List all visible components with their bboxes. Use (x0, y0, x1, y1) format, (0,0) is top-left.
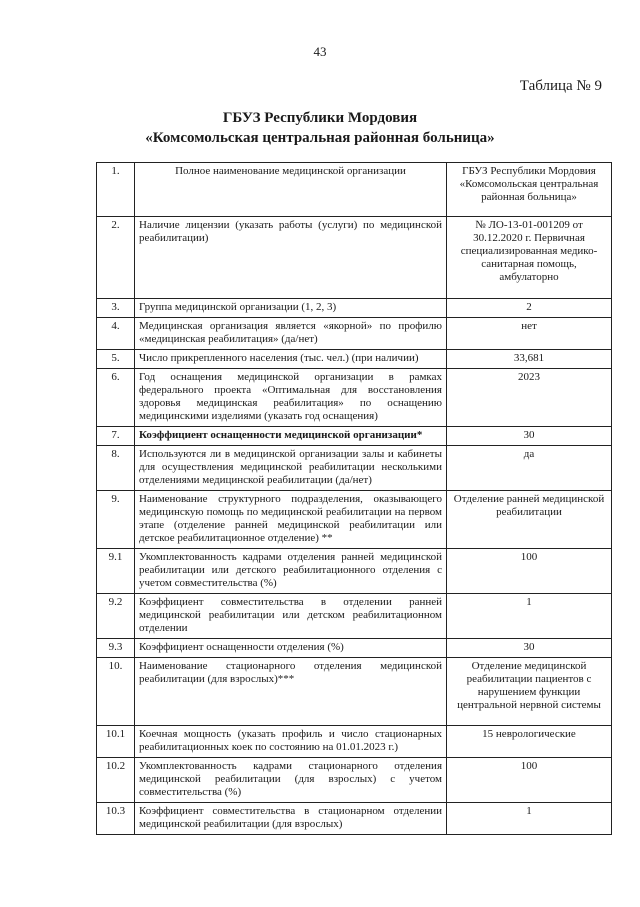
row-number: 10.2 (97, 758, 135, 803)
table-row (97, 217, 612, 299)
row-number: 5. (97, 350, 135, 369)
row-value: 1 (447, 803, 612, 835)
table-row (97, 427, 612, 446)
row-name: Используются ли в медицинской организации залы и кабинеты для осуществления медицинской реабилитации несколькими отделениями медицинской реабилитации (да/нет) (135, 446, 447, 491)
row-value: 100 (447, 549, 612, 594)
row-name: Год оснащения медицинской организации в рамках федерального проекта «Оптимальная для восстановления здоровья медицинская реабилитация» по оснащению медицинскими изделиями (указать год оснащения) (135, 369, 447, 427)
title-line-1: ГБУЗ Республики Мордовия (222, 110, 418, 126)
row-number: 10.3 (97, 803, 135, 835)
row-name: Полное наименование медицинской организации (135, 163, 447, 217)
row-value: 2023 (447, 369, 612, 427)
row-name: Укомплектованность кадрами стационарного отделения медицинской реабилитации (для взрослых) с учетом совместительства (%) (135, 758, 447, 803)
row-value: 2 (447, 299, 612, 318)
table-row (97, 758, 612, 803)
row-name: Наименование структурного подразделения, оказывающего медицинскую помощь по медицинской реабилитации на первом этапе (отделение ранней медицинской реабилитации или детское реабилитационное отделение) ** (135, 491, 447, 549)
table-row (97, 594, 612, 639)
row-name: Коэффициент совместительства в стационарном отделении медицинской реабилитации (для взрослых) (135, 803, 447, 835)
table-row (97, 658, 612, 726)
row-number: 9.2 (97, 594, 135, 639)
row-name: Коэффициент совместительства в отделении ранней медицинской реабилитации или детском реабилитационном отделении (135, 594, 447, 639)
row-value: 30 (447, 639, 612, 658)
row-name: Наличие лицензии (указать работы (услуги) по медицинской реабилитации) (135, 217, 447, 299)
row-number: 6. (97, 369, 135, 427)
row-name: Медицинская организация является «якорной» по профилю «медицинская реабилитация» (да/нет) (135, 318, 447, 350)
table-row (97, 491, 612, 549)
table-row (97, 726, 612, 758)
table-row (97, 549, 612, 594)
row-value: 100 (447, 758, 612, 803)
row-number: 3. (97, 299, 135, 318)
row-name: Число прикрепленного населения (тыс. чел.) (при наличии) (135, 350, 447, 369)
row-value: да (447, 446, 612, 491)
row-number: 10. (97, 658, 135, 726)
row-name: Коэффициент оснащенности медицинской организации* (135, 427, 447, 446)
row-number: 9.3 (97, 639, 135, 658)
table-row (97, 446, 612, 491)
row-value: Отделение ранней медицинской реабилитации (447, 491, 612, 549)
organization-table (96, 162, 612, 835)
page-number: 43 (313, 44, 327, 59)
row-value: 33,681 (447, 350, 612, 369)
table-label: Таблица № 9 (519, 78, 602, 94)
table-row (97, 163, 612, 217)
document-title (0, 108, 640, 148)
table-row (97, 350, 612, 369)
row-number: 9.1 (97, 549, 135, 594)
row-number: 1. (97, 163, 135, 217)
table-row (97, 369, 612, 427)
row-number: 2. (97, 217, 135, 299)
row-number: 8. (97, 446, 135, 491)
row-value: Отделение медицинской реабилитации пациентов с нарушением функции центральной нервной системы (447, 658, 612, 726)
table-row (97, 318, 612, 350)
row-number: 9. (97, 491, 135, 549)
table-row (97, 639, 612, 658)
row-value: 15 неврологические (447, 726, 612, 758)
table-row (97, 299, 612, 318)
row-name: Группа медицинской организации (1, 2, 3) (135, 299, 447, 318)
row-value: нет (447, 318, 612, 350)
row-number: 4. (97, 318, 135, 350)
row-name: Укомплектованность кадрами отделения ранней медицинской реабилитации или детского реабилитационного отделения с учетом совместительства (%) (135, 549, 447, 594)
table-row (97, 803, 612, 835)
row-name: Коечная мощность (указать профиль и число стационарных реабилитационных коек по состоянию на 01.01.2023 г.) (135, 726, 447, 758)
title-line-2: «Комсомольская центральная районная больница» (145, 130, 495, 146)
row-name: Наименование стационарного отделения медицинской реабилитации (для взрослых)*** (135, 658, 447, 726)
row-number: 7. (97, 427, 135, 446)
row-value: № ЛО-13-01-001209 от 30.12.2020 г. Первичная специализированная медико-санитарная помощь, амбулаторно (447, 217, 612, 299)
row-number: 10.1 (97, 726, 135, 758)
row-value: ГБУЗ Республики Мордовия «Комсомольская центральная районная больница» (447, 163, 612, 217)
row-name: Коэффициент оснащенности отделения (%) (135, 639, 447, 658)
row-value: 30 (447, 427, 612, 446)
row-value: 1 (447, 594, 612, 639)
